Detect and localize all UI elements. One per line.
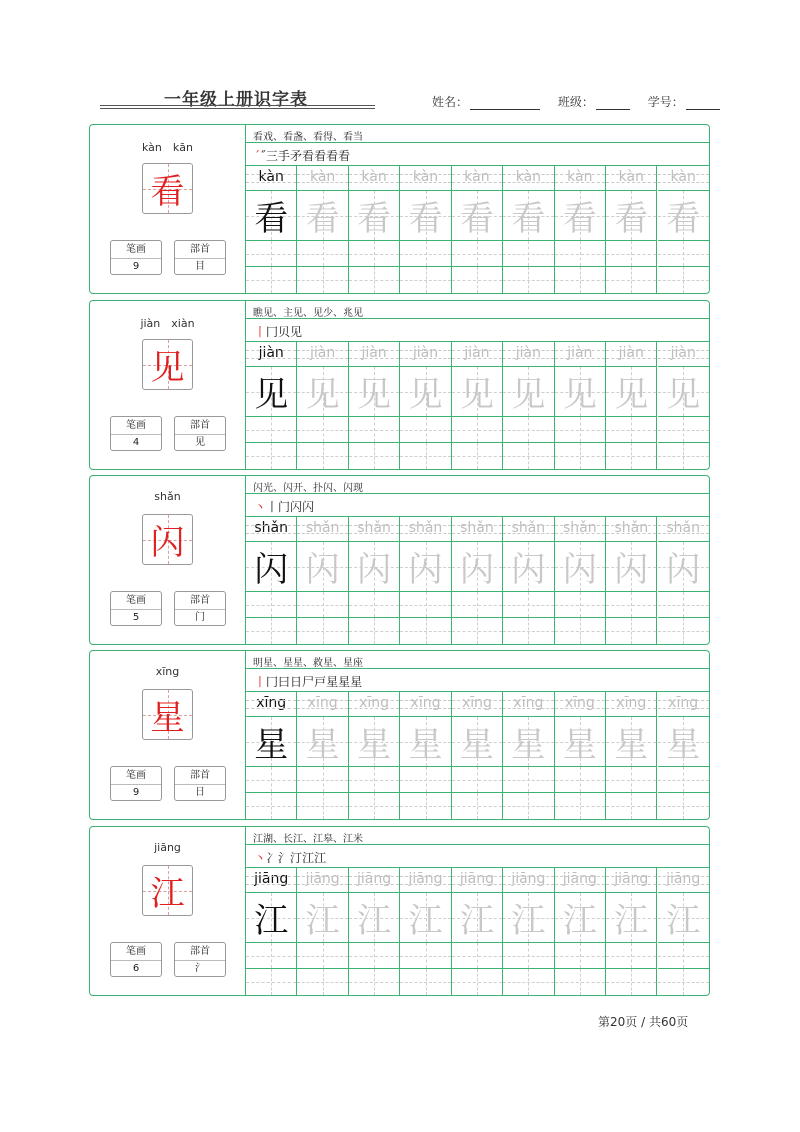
title-underline-2 [100,108,375,109]
practice-cell[interactable] [349,342,400,469]
practice-pinyin: jiāng [305,871,340,887]
practice-cell[interactable] [400,342,451,469]
practice-pinyin: jiāng [459,871,494,887]
radical-value: 门 [195,612,205,623]
practice-grid [246,342,709,469]
radical-box [174,240,226,275]
stroke-step: ˊ [254,149,260,163]
page-number: 第20页 / 共60页 [598,1015,689,1029]
radical-value: 目 [195,261,205,272]
practice-cell[interactable] [400,517,451,644]
main-char: 闪 [150,523,185,563]
practice-pinyin: shǎn [408,520,443,536]
stroke-count-value: 5 [132,612,140,623]
name-label: 姓名： [432,95,469,109]
practice-char: 闪 [349,541,399,592]
stroke-step: 丶 [254,851,267,865]
practice-char: 看 [658,190,709,241]
practice-cell[interactable] [349,868,400,995]
practice-char: 见 [297,366,347,417]
practice-char: 星 [606,716,656,767]
stroke-step: 门 [278,500,291,514]
radical-value: 见 [195,437,205,448]
radical-box [174,416,226,451]
example-words: 瞧见、主见、见少、兆见 [253,308,363,319]
stroke-count-value: 6 [132,963,140,974]
stroke-count-label: 笔画 [111,241,161,259]
practice-cell[interactable] [349,692,400,819]
practice-char: 江 [606,892,656,943]
radical-label: 部首 [175,241,225,259]
practice-char: 见 [658,366,709,417]
practice-cell[interactable] [658,342,709,469]
stroke-step: 星 [338,675,351,689]
main-char: 江 [150,874,185,914]
practice-pinyin: kàn [464,169,490,185]
practice-char: 星 [349,716,399,767]
practice-cell[interactable] [555,517,606,644]
practice-char: 看 [297,190,347,241]
practice-char: 看 [246,190,296,241]
practice-cell[interactable] [658,517,709,644]
practice-cell[interactable] [452,166,503,293]
stroke-count-value: 4 [132,437,140,448]
practice-pinyin: jiāng [408,871,443,887]
stroke-step: 丶 [254,500,267,514]
practice-cell[interactable] [606,166,657,293]
practice-cell[interactable] [246,692,297,819]
char-info-panel [90,651,246,819]
practice-char: 星 [503,716,553,767]
practice-cell[interactable] [452,342,503,469]
practice-char: 闪 [246,541,296,592]
stroke-count-value: 9 [132,787,140,798]
radical-box [174,591,226,626]
practice-cell[interactable] [555,342,606,469]
practice-pinyin: jiàn [361,345,387,361]
stroke-order [254,147,350,165]
practice-pinyin: jiāng [357,871,392,887]
practice-cell[interactable] [606,868,657,995]
practice-pinyin: shǎn [460,520,494,536]
char-pinyin: jiāng [154,841,181,854]
practice-char: 见 [400,366,450,417]
stroke-step: 江 [314,851,327,865]
practice-char: 闪 [555,541,605,592]
practice-cell[interactable] [349,517,400,644]
stroke-order [254,498,314,516]
practice-cell[interactable] [400,692,451,819]
radical-label: 部首 [175,943,225,961]
practice-cell[interactable] [297,342,348,469]
char-info-panel [90,301,246,469]
practice-cell[interactable] [400,166,451,293]
char-pinyin: jiàn xiàn [140,317,195,330]
practice-char: 看 [606,190,656,241]
practice-panel [246,301,709,469]
practice-char: 星 [555,716,605,767]
practice-pinyin: jiàn [670,345,696,361]
practice-cell[interactable] [503,166,554,293]
stroke-step: 看 [314,149,327,163]
practice-char: 见 [452,366,502,417]
practice-char: 江 [297,892,347,943]
practice-pinyin: xīng [410,695,441,711]
practice-cell[interactable] [246,342,297,469]
practice-grid [246,166,709,293]
radical-box [174,766,226,801]
stroke-step: 汀 [290,851,303,865]
practice-pinyin: kàn [258,169,284,185]
practice-cell[interactable] [503,517,554,644]
stroke-count-label: 笔画 [111,417,161,435]
stroke-step: 丨 [266,500,279,514]
student-fields [432,93,720,110]
stroke-step: 三 [266,149,279,163]
main-char: 星 [150,698,185,738]
practice-cell[interactable] [452,692,503,819]
main-char: 看 [150,172,185,212]
practice-cell[interactable] [452,868,503,995]
character-card [89,826,710,996]
practice-char: 江 [452,892,502,943]
char-pinyin: kàn kān [142,141,193,154]
practice-panel [246,651,709,819]
page-title: 一年级上册识字表 [164,90,308,110]
practice-pinyin: kàn [670,169,696,185]
practice-cell[interactable] [503,692,554,819]
char-display-box [142,865,193,916]
practice-pinyin: shǎn [614,520,649,536]
practice-pinyin: shǎn [511,520,546,536]
stroke-step: 星 [350,675,363,689]
practice-char: 见 [555,366,605,417]
title-underline [100,105,375,106]
practice-pinyin: kàn [309,169,336,185]
practice-char: 见 [503,366,553,417]
practice-char: 江 [555,892,605,943]
practice-cell[interactable] [297,868,348,995]
char-display-box [142,689,193,740]
practice-pinyin: jiāng [254,871,289,887]
practice-pinyin: shǎn [254,520,288,536]
stroke-step: 星 [326,675,339,689]
radical-box [174,942,226,977]
char-info-panel [90,827,246,995]
stroke-count-value: 9 [132,261,140,272]
practice-pinyin: shǎn [563,520,597,536]
practice-pinyin: jiāng [666,871,701,887]
stroke-step: 闪 [290,500,303,514]
practice-pinyin: kàn [515,169,542,185]
stroke-step: 看 [326,149,339,163]
practice-char: 星 [246,716,296,767]
character-card [89,650,710,820]
stroke-step: 看 [338,149,351,163]
char-display-box [142,163,193,214]
practice-cell[interactable] [606,342,657,469]
practice-grid [246,692,709,819]
practice-pinyin: jiàn [258,345,284,361]
practice-pinyin: xīng [668,695,699,711]
stroke-step: ˝ [260,149,266,163]
radical-label: 部首 [175,417,225,435]
practice-char: 见 [246,366,296,417]
character-card [89,124,710,294]
stroke-count-label: 笔画 [111,767,161,785]
practice-pinyin: jiàn [618,345,644,361]
practice-char: 江 [400,892,450,943]
practice-cell[interactable] [297,166,348,293]
practice-char: 江 [349,892,399,943]
name-field[interactable] [470,97,540,110]
practice-pinyin: xīng [307,695,338,711]
practice-char: 见 [606,366,656,417]
char-display-box [142,339,193,390]
practice-char: 闪 [297,541,347,592]
stroke-order [254,673,362,691]
practice-cell[interactable] [246,868,297,995]
class-field[interactable] [596,97,630,110]
main-char: 见 [150,348,185,388]
stroke-count-label: 笔画 [111,592,161,610]
char-info-panel [90,476,246,644]
number-field[interactable] [686,97,720,110]
practice-cell[interactable] [658,166,709,293]
practice-char: 闪 [606,541,656,592]
practice-grid [246,517,709,644]
radical-value: 氵 [195,963,205,974]
practice-char: 闪 [503,541,553,592]
practice-char: 看 [555,190,605,241]
stroke-order [254,849,326,867]
practice-pinyin: kàn [412,169,439,185]
practice-pinyin: jiàn [515,345,541,361]
stroke-step: 矛 [290,149,303,163]
stroke-count-label: 笔画 [111,943,161,961]
practice-pinyin: jiāng [562,871,597,887]
number-label: 学号： [647,95,684,109]
practice-pinyin: xīng [616,695,647,711]
stroke-step: 贝 [278,325,291,339]
stroke-step: 江 [302,851,315,865]
practice-cell[interactable] [297,692,348,819]
practice-grid [246,868,709,995]
example-words: 江湖、长江、江皋、江米 [253,834,363,845]
stroke-step: 曰 [278,675,291,689]
practice-char: 看 [452,190,502,241]
stroke-step: 丨 [254,325,267,339]
practice-cell[interactable] [400,868,451,995]
practice-cell[interactable] [452,517,503,644]
stroke-step: 氵 [278,851,291,865]
practice-cell[interactable] [555,868,606,995]
stroke-count-box [110,240,162,275]
practice-char: 看 [400,190,450,241]
practice-cell[interactable] [503,342,554,469]
character-card [89,475,710,645]
practice-cell[interactable] [297,517,348,644]
practice-cell[interactable] [658,692,709,819]
practice-cell[interactable] [606,517,657,644]
stroke-step: 丨 [254,675,267,689]
practice-char: 江 [503,892,553,943]
char-info-panel [90,125,246,293]
practice-cell[interactable] [606,692,657,819]
practice-panel [246,125,709,293]
stroke-order [254,323,302,341]
practice-pinyin: kàn [567,169,593,185]
stroke-step: 看 [302,149,315,163]
practice-pinyin: shǎn [666,520,701,536]
practice-panel [246,827,709,995]
practice-char: 看 [349,190,399,241]
practice-char: 星 [658,716,709,767]
practice-cell[interactable] [503,868,554,995]
radical-value: 日 [195,787,205,798]
practice-char: 江 [658,892,709,943]
practice-pinyin: shǎn [357,520,391,536]
radical-label: 部首 [175,767,225,785]
stroke-count-box [110,591,162,626]
practice-pinyin: jiàn [412,345,439,361]
practice-char: 江 [246,892,296,943]
practice-pinyin: xīng [513,695,544,711]
stroke-step: 冂 [266,675,279,689]
practice-pinyin: xīng [461,695,492,711]
practice-cell[interactable] [658,868,709,995]
example-words: 明星、星星、救星、星座 [253,658,363,669]
practice-pinyin: jiàn [310,345,336,361]
practice-char: 星 [452,716,502,767]
practice-char: 闪 [400,541,450,592]
practice-char: 见 [349,366,399,417]
stroke-count-box [110,766,162,801]
practice-pinyin: shǎn [305,520,340,536]
practice-panel [246,476,709,644]
practice-pinyin: xīng [564,695,595,711]
practice-pinyin: xīng [256,695,287,711]
stroke-step: 冂 [266,325,279,339]
practice-cell[interactable] [349,166,400,293]
character-card [89,300,710,470]
stroke-step: 戸 [314,675,327,689]
stroke-step: 尸 [302,675,315,689]
practice-char: 看 [503,190,553,241]
stroke-count-box [110,942,162,977]
practice-cell[interactable] [246,517,297,644]
practice-cell[interactable] [555,166,606,293]
stroke-step: 闪 [302,500,315,514]
practice-pinyin: kàn [361,169,387,185]
practice-pinyin: jiāng [614,871,649,887]
practice-pinyin: jiàn [567,345,593,361]
practice-cell[interactable] [246,166,297,293]
radical-label: 部首 [175,592,225,610]
example-words: 看戏、看盏、看得、看当 [253,132,363,143]
char-pinyin: shǎn [154,490,181,503]
practice-pinyin: jiāng [511,871,546,887]
stroke-step: 日 [290,675,303,689]
practice-char: 闪 [452,541,502,592]
practice-char: 星 [400,716,450,767]
example-words: 闪光、闪开、扑闪、闪现 [253,483,363,494]
class-label: 班级： [557,95,594,109]
practice-pinyin: xīng [359,695,390,711]
stroke-step: 手 [278,149,291,163]
practice-pinyin: jiàn [464,345,490,361]
practice-pinyin: kàn [618,169,644,185]
char-pinyin: xīng [155,665,180,678]
stroke-count-box [110,416,162,451]
practice-cell[interactable] [555,692,606,819]
stroke-step: 冫 [266,851,279,865]
practice-char: 闪 [658,541,709,592]
practice-char: 星 [297,716,347,767]
stroke-step: 见 [290,325,303,339]
char-display-box [142,514,193,565]
